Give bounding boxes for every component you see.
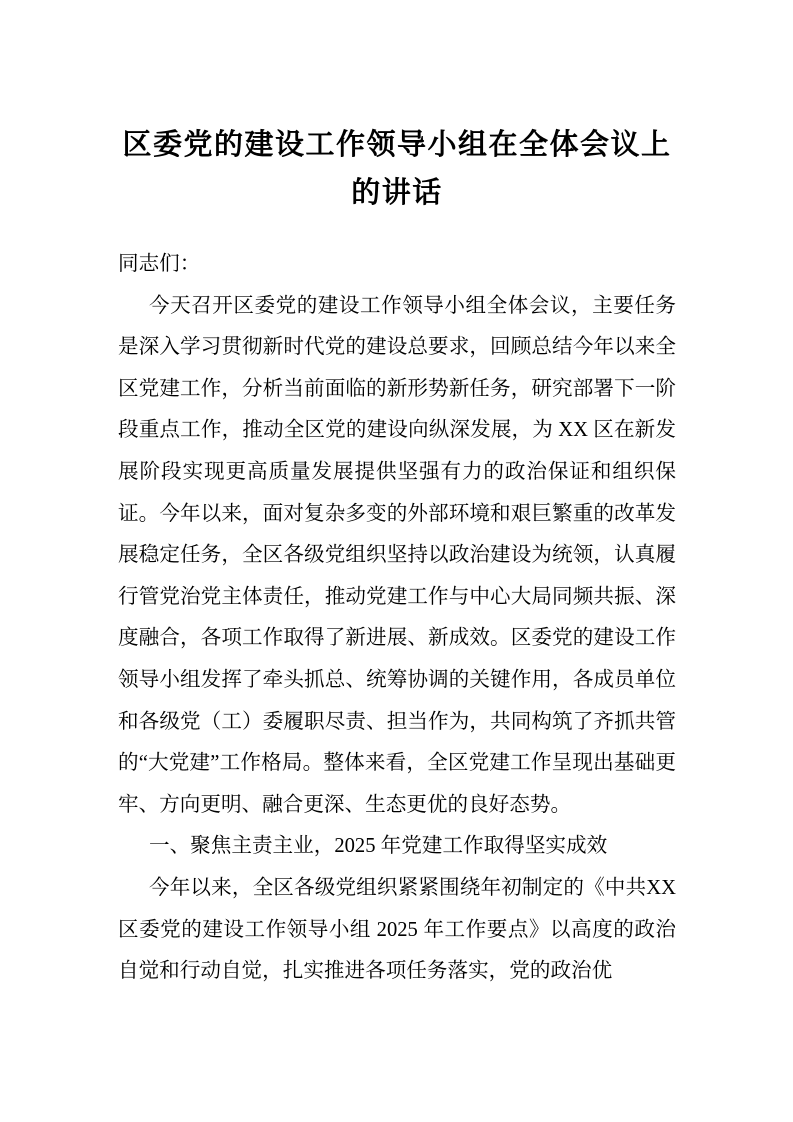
paragraph-opening: 今天召开区委党的建设工作领导小组全体会议，主要任务是深入学习贯彻新时代党的建设总要求，回顾总结今年以来全区党建工作，分析当前面临的新形势新任务，研究部署下一阶段重点工作，推动全区党的建设向纵深发展，为 XX 区在新发展阶段实现更高质量发展提供坚强有力的政治保证和组织保证。今年以来，面对复杂多变的外部环境和艰巨繁重的改革发展稳定任务，全区各级党组织坚持以政治建设为统领，认真履行管党治党主体责任，推动党建工作与中心大局同频共振、深度融合，各项工作取得了新进展、新成效。区委党的建设工作领导小组发挥了牵头抓总、统筹协调的关键作用，各成员单位和各级党（工）委履职尽责、担当作为，共同构筑了齐抓共管的“大党建”工作格局。整体来看，全区党建工作呈现出基础更牢、方向更明、融合更深、生态更优的良好态势。 xyxy=(118,294,676,816)
salutation: 同志们： xyxy=(118,253,201,275)
paragraph-section-1: 今年以来，全区各级党组织紧紧围绕年初制定的《中共XX 区委党的建设工作领导小组 2025 年工作要点》以高度的政治自觉和行动自觉，扎实推进各项任务落实，党的政治优 xyxy=(118,876,676,983)
section-heading-1: 一、聚焦主责主业，2025 年党建工作取得坚实成效 xyxy=(149,835,608,858)
document-title-line-1: 区委党的建设工作领导小组在全体会议上 xyxy=(122,129,672,161)
document-content xyxy=(118,121,676,993)
document-title-line-2: 的讲话 xyxy=(351,177,443,209)
document-title xyxy=(118,121,676,217)
document-body xyxy=(118,244,676,993)
